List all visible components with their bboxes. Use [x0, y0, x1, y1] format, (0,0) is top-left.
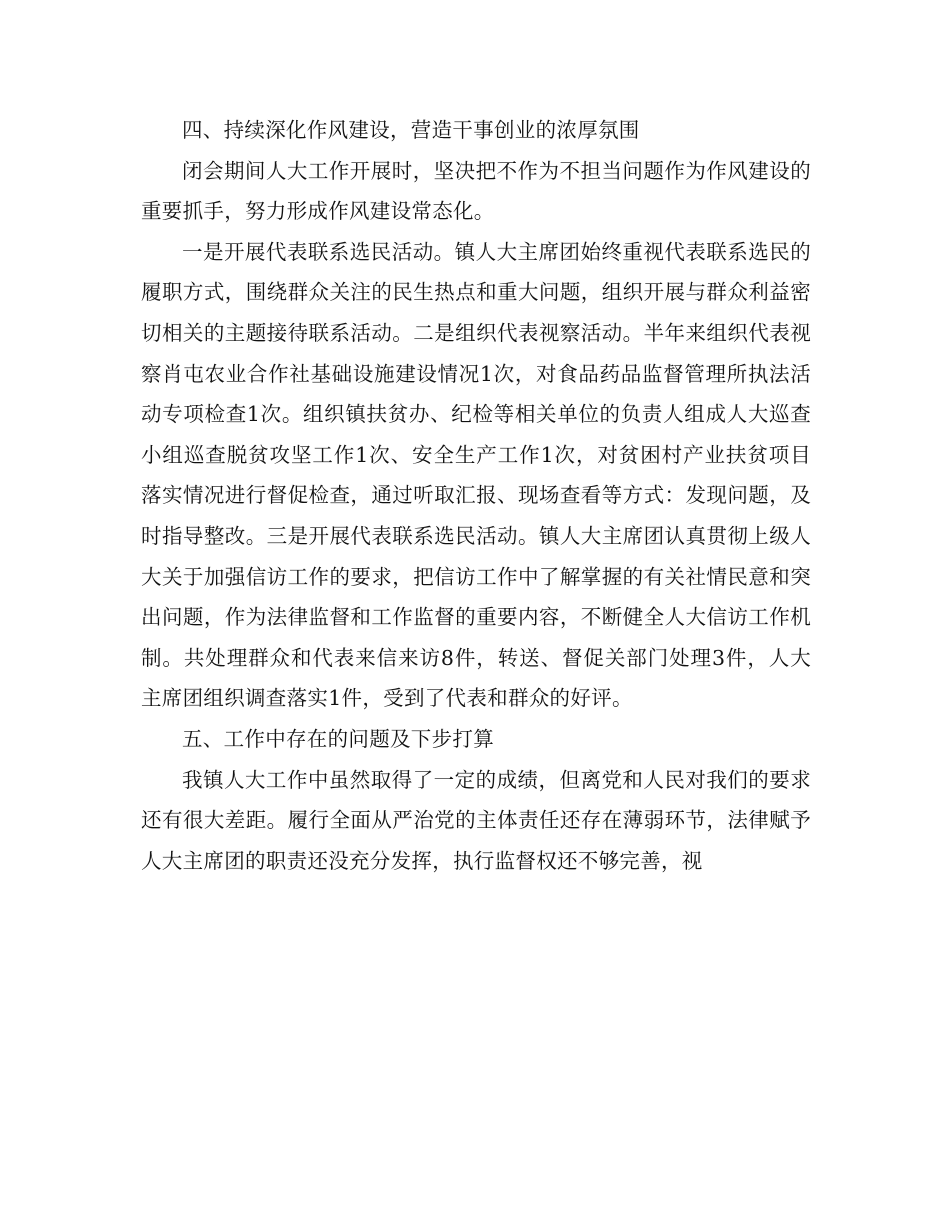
paragraph-intro: 闭会期间人大工作开展时，坚决把不作为不担当问题作为作风建设的重要抓手，努力形成作风建设常态化。 [141, 158, 811, 224]
section-heading-4: 四、持续深化作风建设，营造干事创业的浓厚氛围 [182, 118, 640, 142]
section-heading-5: 五、工作中存在的问题及下步打算 [182, 726, 494, 751]
paragraph-activities: 一是开展代表联系选民活动。镇人大主席团始终重视代表联系选民的履职方式，围绕群众关注的民生热点和重大问题，组织开展与群众利益密切相关的主题接待联系活动。二是组织代表视察活动。半年来组织代表视察肖屯农业合作社基础设施建设情况1次，对食品药品监督管理所执法活动专项检查1次。组织镇扶贫办、纪检等相关单位的负责人组成人大巡查小组巡查脱贫攻坚工作1次、安全生产工作1次，对贫困村产业扶贫项目落实情况进行督促检查，通过听取汇报、现场查看等方式：发现问题，及时指导整改。三是开展代表联系选民活动。镇人大主席团认真贯彻上级人大关于加强信访工作的要求，把信访工作中了解掌握的有关社情民意和突出问题，作为法律监督和工作监督的重要内容，不断健全人大信访工作机制。共处理群众和代表来信来访8件，转送、督促关部门处理3件，人大主席团组织调查落实1件，受到了代表和群众的好评。 [141, 239, 811, 711]
document-body [141, 110, 811, 881]
paragraph-problems: 我镇人大工作中虽然取得了一定的成绩，但离党和人民对我们的要求还有很大差距。履行全面从严治党的主体责任还存在薄弱环节，法律赋予人大主席团的职责还没充分发挥，执行监督权还不够完善，视 [141, 767, 811, 873]
